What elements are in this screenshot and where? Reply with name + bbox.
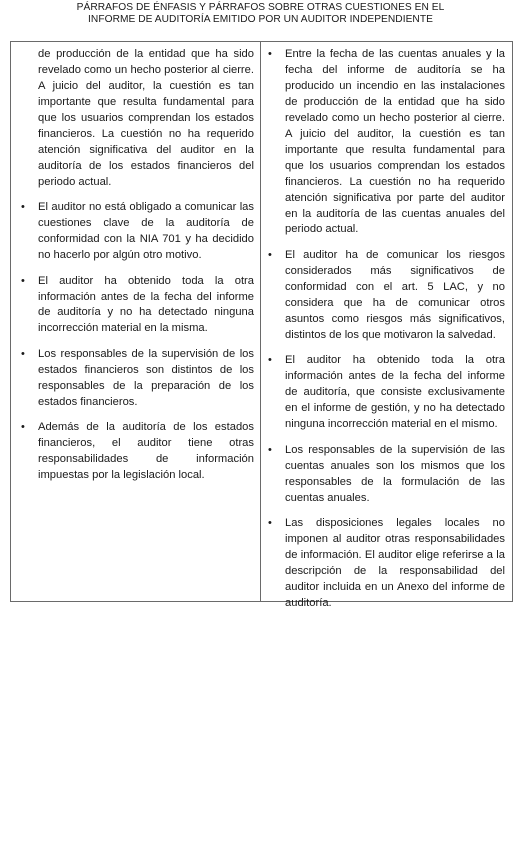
header-line-1: PÁRRAFOS DE ÉNFASIS Y PÁRRAFOS SOBRE OTRAS CUESTIONES EN EL (76, 2, 445, 13)
bullet-icon: • (268, 354, 272, 367)
list-item (268, 443, 505, 507)
bullet-icon: • (268, 443, 272, 456)
list-item-text: Los responsables de la supervisión de las cuentas anuales son los mismos que los responsables de la formulación de las cuentas anuales. (285, 443, 505, 504)
header-line-2: INFORME DE AUDITORÍA EMITIDO POR UN AUDITOR INDEPENDIENTE (88, 13, 433, 25)
bullet-icon: • (21, 347, 25, 360)
left-column (11, 42, 261, 601)
list-item (268, 47, 505, 238)
list-item (268, 353, 505, 433)
list-item-text: El auditor no está obligado a comunicar las cuestiones clave de la auditoría de conformidad con la NIA 701 y ha decidido no hacerlo por algún otro motivo. (38, 201, 254, 262)
list-item (21, 200, 254, 264)
list-item-text: Los responsables de la supervisión de los estados financieros son distintos de los responsables de la preparación de los estados financieros. (38, 347, 254, 408)
bullet-icon: • (21, 274, 25, 287)
list-item (268, 516, 505, 612)
list-item (268, 248, 505, 344)
comparison-table (10, 41, 513, 609)
page-header (0, 2, 521, 25)
list-item-text: Entre la fecha de las cuentas anuales y la fecha del informe de auditoría se ha producido un incendio en las instalaciones de producción de la entidad que ha sido revelado como un hecho posterior al cierre. A juicio del auditor, la cuestión es tan importante que resulta fundamental para que los usuarios comprendan los estados financieros. La cuestión no ha requerido atención significativa por parte del auditor en la auditoría de las cuentas anuales del periodo actual. (285, 48, 505, 236)
list-item-text: El auditor ha obtenido toda la otra información antes de la fecha del informe de auditoría y no ha detectado ninguna incorrección material en la misma. (38, 274, 254, 335)
list-item-text: El auditor ha de comunicar los riesgos considerados más significativos de conformidad con el art. 5 LAC, y no considera que ha de comunicar otros asuntos como riesgos más significativos, distintos de los que motivaron la salvedad. (285, 249, 505, 341)
bullet-icon: • (268, 48, 272, 60)
list-item-text: El auditor ha obtenido toda la otra información antes de la fecha del informe de auditoría, que consiste exclusivamente en el informe de gestión, y no ha detectado ninguna incorrección material en el mismo. (285, 354, 505, 431)
right-column (261, 42, 512, 609)
bullet-icon: • (268, 517, 272, 530)
bullet-icon: • (268, 249, 272, 262)
continuation-text: de producción de la entidad que ha sido revelado como un hecho posterior al cierre. A juicio del auditor, la cuestión es tan importante que resulta fundamental para que los usuarios comprendan los estados financieros. La cuestión no ha requerido atención significativa del auditor en la auditoría de los estados financieros del periodo actual. (38, 48, 254, 188)
list-item (21, 420, 254, 484)
bullet-icon: • (21, 421, 25, 434)
continuation-paragraph (21, 47, 254, 191)
list-item (21, 347, 254, 411)
bullet-icon: • (21, 201, 25, 214)
list-item (21, 274, 254, 338)
list-item-text: Además de la auditoría de los estados financieros, el auditor tiene otras responsabilidades de información impuestas por la legislación local. (38, 421, 254, 482)
list-item-text: Las disposiciones legales locales no imponen al auditor otras responsabilidades de información. El auditor elige referirse a la descripción de la responsabilidad del auditor incluida en un Anexo del informe de auditoría. (285, 517, 505, 609)
